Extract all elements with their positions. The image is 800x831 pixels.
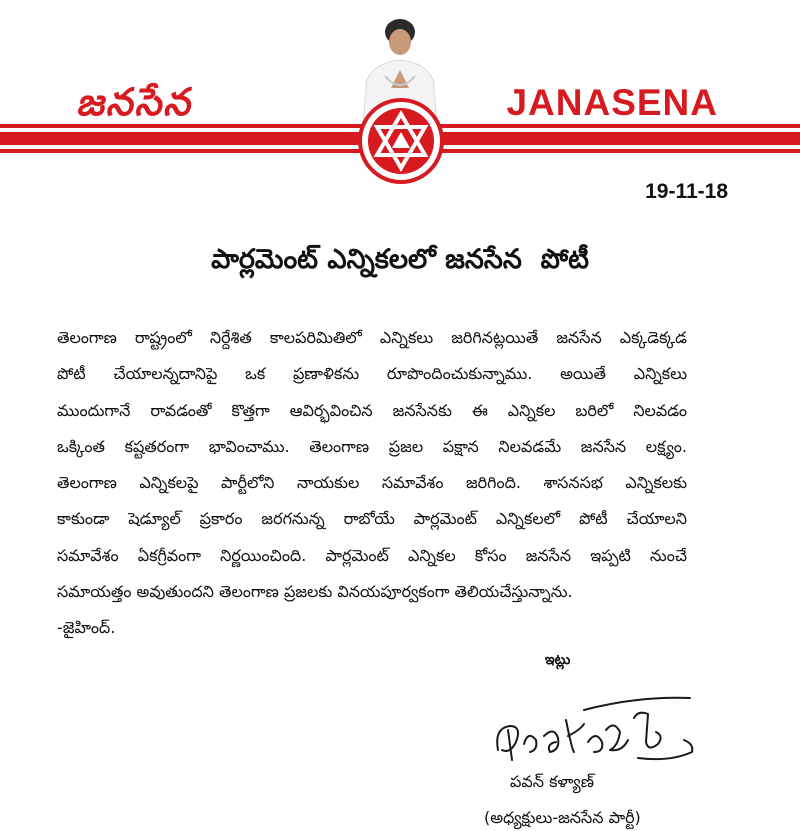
closing-text: ఇట్లు <box>545 652 571 668</box>
handwritten-signature <box>488 680 703 775</box>
body-line: సమావేశం ఏకగ్రీవంగా నిర్ణయించింది. పార్లమెంట్ ఎన్నికల కోసం జనసేన ఇప్పటి నుంచే <box>57 545 687 565</box>
letter-title: పార్లమెంట్ ఎన్నికలలో జనసేన పోటీ <box>211 244 589 275</box>
logo-english: JANASENA <box>506 82 718 123</box>
body-line: కాకుండా షెడ్యూల్ ప్రకారం జరగనున్న రాబోయే పార్లమెంట్ ఎన్నికలలో పోటీ చేయాలని <box>57 509 687 529</box>
body-line: ఒక్కింత కష్టతరంగా భావించాము. తెలంగాణ ప్రజల పక్షాన నిలవడమే జనసేన లక్ష్యం. <box>57 436 687 456</box>
logo-telugu: జనసేన <box>76 80 192 124</box>
body-line: తెలంగాణ ఎన్నికలపై పార్టీలోని నాయకుల సమావేశం జరిగింది. శాసనసభ ఎన్నికలకు <box>57 473 687 493</box>
body-line: పోటీ చేయాలన్నదానిపై ఒక ప్రణాళికను రూపొందించుకున్నాము. అయితే ఎన్నికలు <box>57 364 687 384</box>
letter-body <box>57 320 687 647</box>
body-line: ముందుగానే రావడంతో కొత్తగా ఆవిర్భవించిన జనసేనకు ఈ ఎన్నికల బరిలో నిలవడం <box>57 400 687 420</box>
letter-date: 19-11-18 <box>645 180 728 203</box>
body-line: తెలంగాణ రాష్ట్రంలో నిర్దేశిత కాలపరిమితిలో ఎన్నికలు జరిగినట్లయితే జనసేన ఎక్కడెక్కడ <box>57 328 687 347</box>
signer-designation: (అధ్యక్షులు-జనసేన పార్టీ) <box>484 808 641 827</box>
signer-name: పవన్ కళ్యాణ్ <box>510 772 594 791</box>
janasena-emblem-icon <box>358 98 444 184</box>
body-line: -జైహింద్. <box>57 618 116 638</box>
body-line: సమాయత్తం అవుతుందని తెలంగాణ ప్రజలకు వినయపూర్వకంగా తెలియచేస్తున్నాను. <box>57 582 573 602</box>
